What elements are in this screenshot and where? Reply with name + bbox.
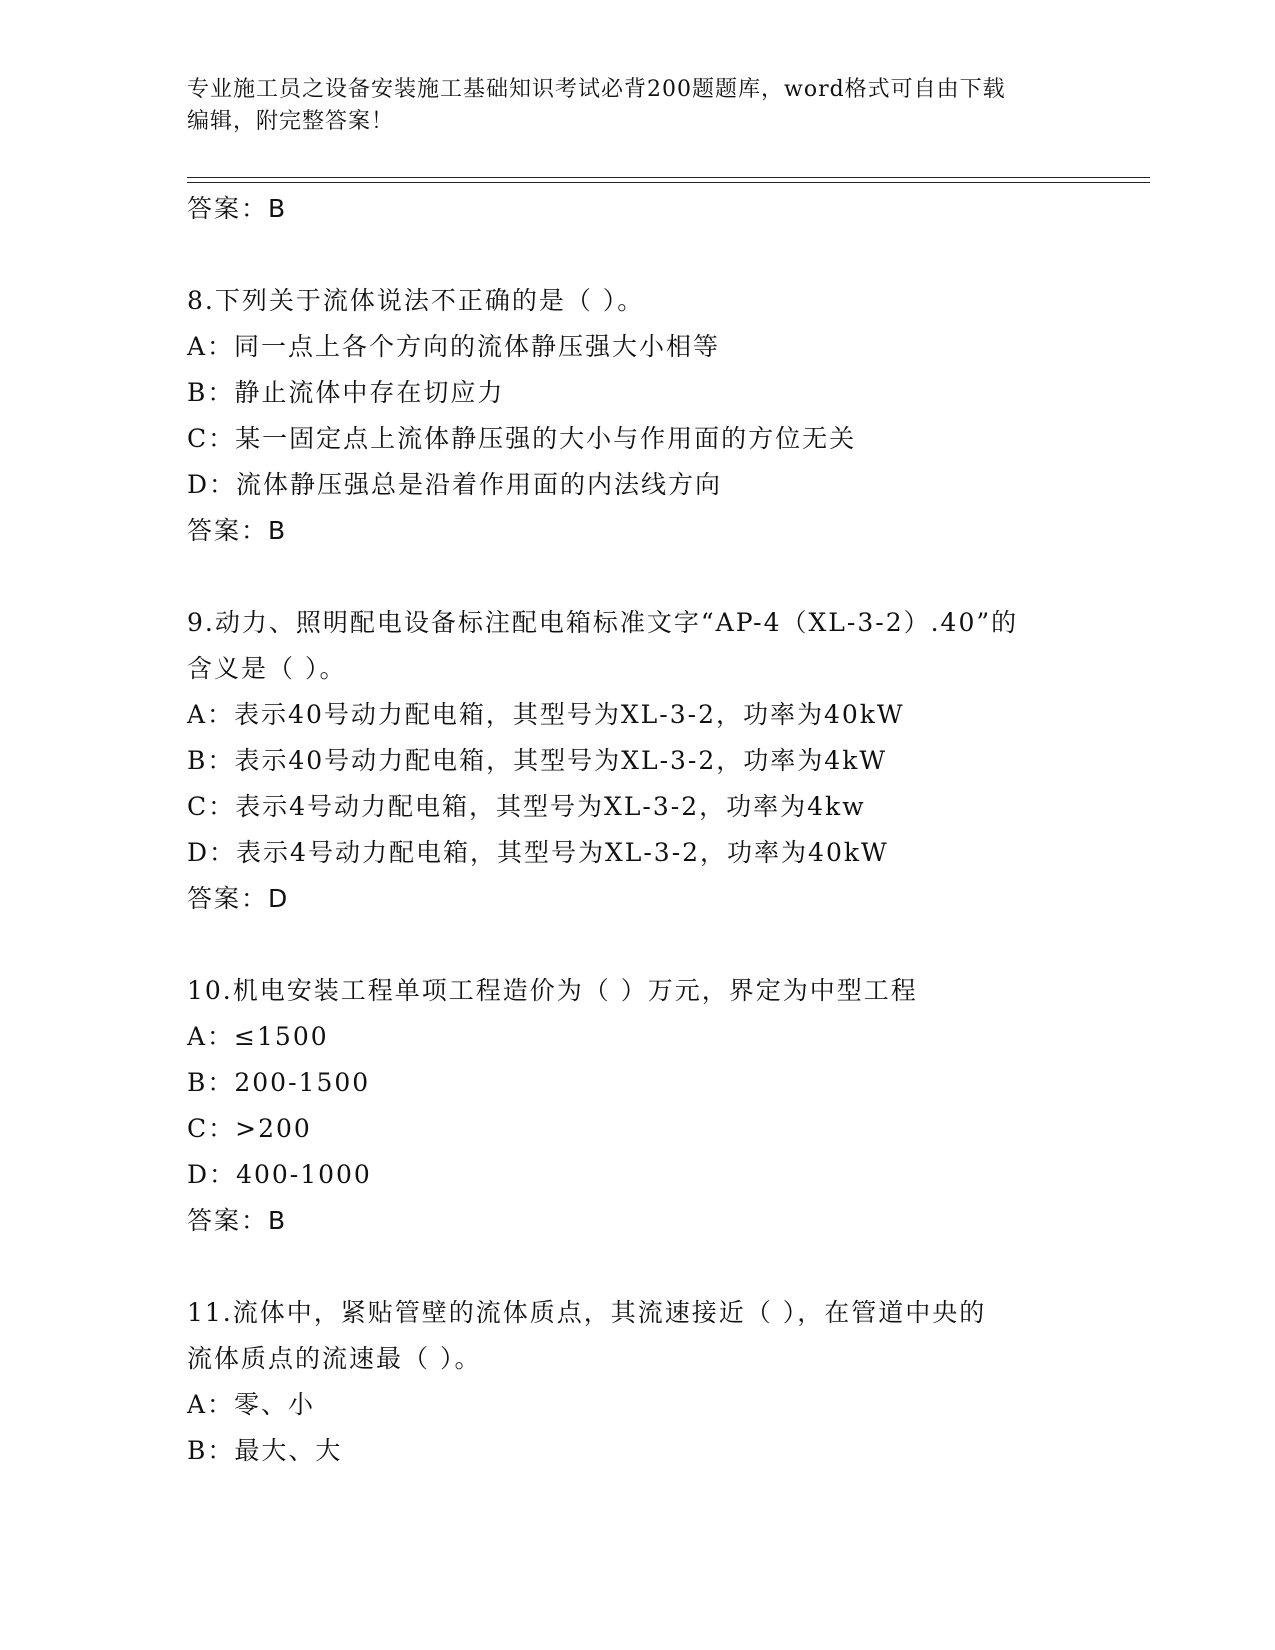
page-header — [187, 74, 1087, 138]
option-a: A：同一点上各个方向的流体静压强大小相等 — [187, 332, 721, 361]
option-a: A：表示40号动力配电箱，其型号为XL-3-2，功率为40kW — [187, 700, 905, 729]
header-title-line-2: 编辑，附完整答案！ — [187, 109, 395, 134]
question-10 — [187, 968, 1087, 1244]
header-title-line-1: 专业施工员之设备安装施工基础知识考试必背200题题库，word格式可自由下载 — [187, 77, 1006, 102]
option-b: B：表示40号动力配电箱，其型号为XL-3-2，功率为4kW — [187, 746, 888, 775]
spacer — [187, 922, 1087, 968]
option-c: C：表示4号动力配电箱，其型号为XL-3-2，功率为4kw — [187, 792, 866, 821]
option-d: D：流体静压强总是沿着作用面的内法线方向 — [187, 470, 723, 499]
question-stem: 8.下列关于流体说法不正确的是（ ）。 — [187, 286, 645, 315]
question-9 — [187, 600, 1087, 922]
answer-q7: 答案：B — [187, 194, 288, 223]
question-stem: 9.动力、照明配电设备标注配电箱标准文字“AP-4（XL-3-2）.40”的 — [187, 608, 1019, 637]
spacer — [187, 232, 1087, 278]
option-b: B：最大、大 — [187, 1436, 343, 1465]
question-8 — [187, 278, 1087, 554]
option-d: D：400-1000 — [187, 1160, 372, 1189]
question-stem: 11.流体中，紧贴管壁的流体质点，其流速接近（ ），在管道中央的 — [187, 1298, 987, 1327]
option-a: A：≤1500 — [187, 1022, 329, 1051]
header-divider-bottom — [187, 182, 1150, 183]
spacer — [187, 1244, 1087, 1290]
option-b: B：200-1500 — [187, 1068, 371, 1097]
option-a: A：零、小 — [187, 1390, 316, 1419]
answer-q9: 答案：D — [187, 884, 290, 913]
question-stem-continued: 流体质点的流速最（ ）。 — [187, 1344, 482, 1373]
option-c: C：某一固定点上流体静压强的大小与作用面的方位无关 — [187, 424, 857, 453]
spacer — [187, 554, 1087, 600]
option-c: C：>200 — [187, 1114, 312, 1143]
option-d: D：表示4号动力配电箱，其型号为XL-3-2，功率为40kW — [187, 838, 889, 867]
question-stem: 10.机电安装工程单项工程造价为（ ）万元，界定为中型工程 — [187, 976, 918, 1005]
answer-q8: 答案：B — [187, 516, 288, 545]
header-divider-top — [187, 177, 1150, 178]
question-stem-continued: 含义是（ ）。 — [187, 654, 347, 683]
question-11 — [187, 1290, 1087, 1474]
option-b: B：静止流体中存在切应力 — [187, 378, 505, 407]
question-list — [187, 186, 1087, 1474]
answer-q10: 答案：B — [187, 1206, 288, 1235]
